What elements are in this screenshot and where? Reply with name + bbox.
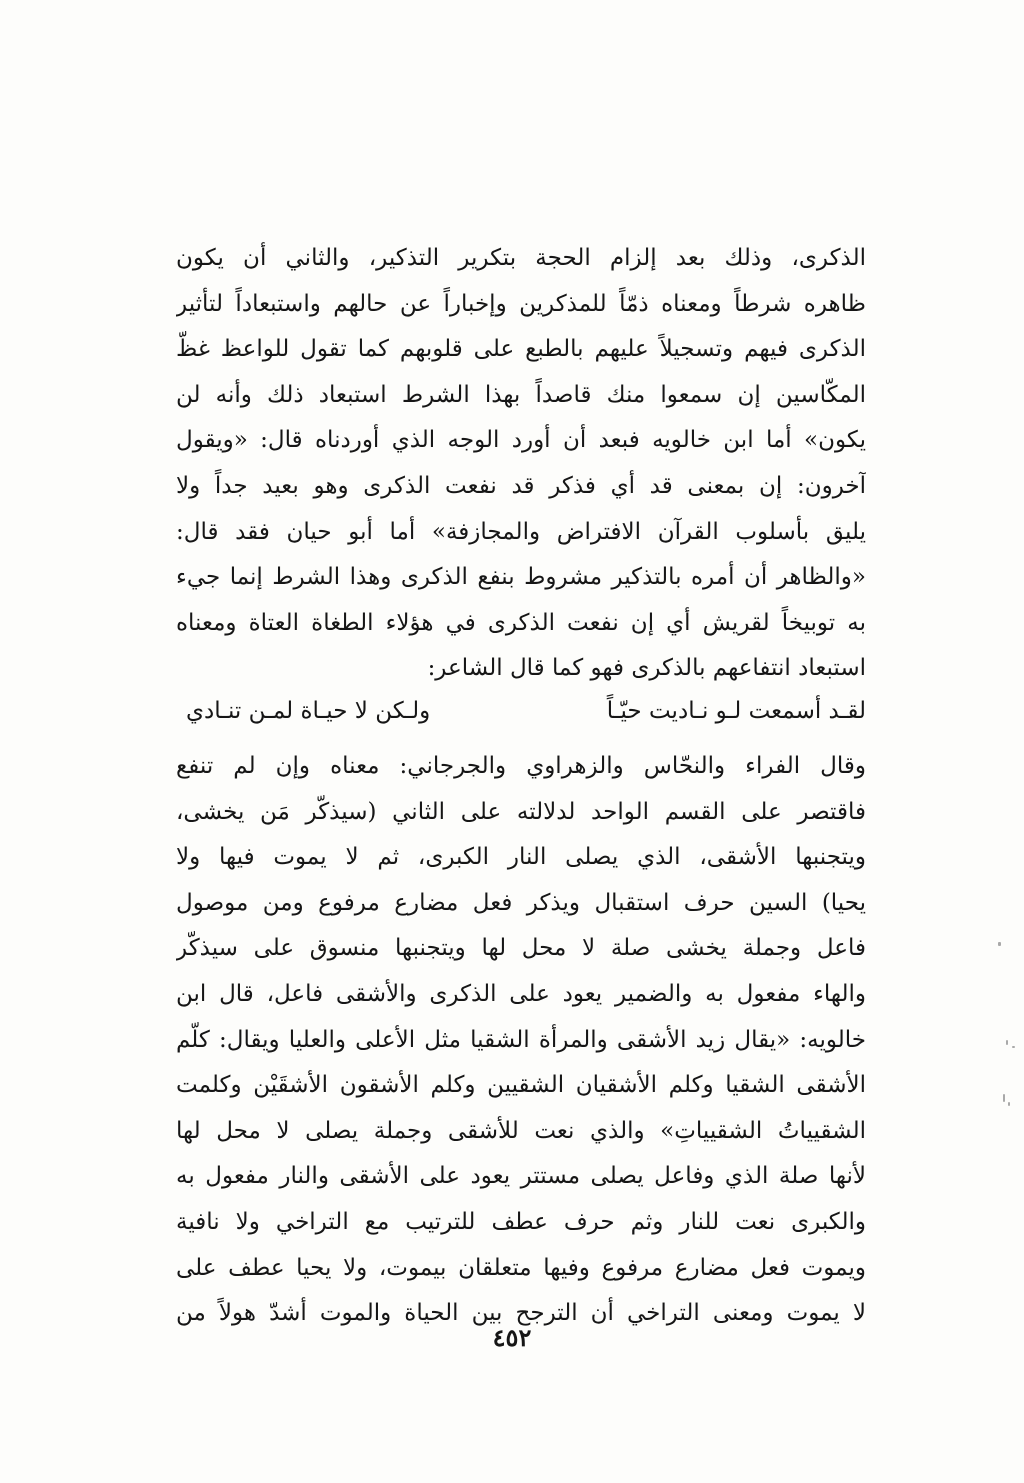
scan-speck (998, 942, 1001, 946)
text-line: والهاء مفعول به والضمير يعود على الذكرى والأشقى فاعل، قال ابن (176, 980, 866, 1007)
scan-speck (1008, 1102, 1010, 1106)
text-line: الذكرى فيهم وتسجيلاً عليهم بالطبع على قلوبهم كما تقول للواعظ غظّ (176, 336, 866, 363)
text-line: ظاهره شرطاً ومعناه ذمّاً للمذكرين وإخباراً عن حالهم واستبعاداً لتأثير (176, 290, 866, 317)
scan-speck (1003, 1094, 1005, 1102)
text-line: فاقتصر على القسم الواحد لدلالته على الثاني (سيذكّر مَن يخشى، (176, 798, 866, 825)
text-line: المكّاسين إن سمعوا منك قاصداً بهذا الشرط استبعاد ذلك وأنه لن (176, 381, 866, 408)
poem-verse (186, 688, 866, 734)
text-line: الشقيياتُ الشقيياتِ» والذي نعت للأشقى وجملة يصلى لا محل لها (176, 1117, 866, 1144)
scan-speck (1012, 1046, 1015, 1048)
text-line: لأنها صلة الذي وفاعل يصلى مستتر يعود على الأشقى والنار مفعول به (176, 1163, 866, 1190)
text-line: الذكرى، وذلك بعد إلزام الحجة بتكرير التذكير، والثاني أن يكون (176, 245, 866, 271)
text-line: به توبيخاً لقريش أي إن نفعت الذكرى في هؤلاء الطغاة العتاة ومعناه (176, 609, 866, 636)
text-line: يليق بأسلوب القرآن الافتراض والمجازفة» أما أبو حيان فقد قال: (176, 518, 866, 545)
text-line: ويتجنبها الأشقى، الذي يصلى النار الكبرى، ثم لا يموت فيها ولا (176, 844, 866, 871)
text-line: والكبرى نعت للنار وثم حرف عطف للترتيب مع التراخي ولا نافية (176, 1208, 866, 1235)
text-line: فاعل وجملة يخشى صلة لا محل لها ويتجنبها منسوق على سيذكّر (176, 935, 866, 962)
text-line: الأشقى الشقيا وكلم الأشقيان الشقيين وكلم الأشقون الأشقَيْن وكلمت (176, 1072, 866, 1099)
text-line: آخرون: إن بمعنى قد أي فذكر قد نفعت الذكرى وهو بعيد جداً ولا (176, 472, 866, 499)
paragraph-top (176, 236, 866, 692)
text-line: يحيا) السين حرف استقبال ويذكر فعل مضارع مرفوع ومن موصول (176, 889, 866, 916)
poem-second-hemistich: ولـكن لا حيـاة لمـن تنـادي (186, 698, 431, 724)
text-line: وقال الفراء والنحّاس والزهراوي والجرجاني: معناه وإن لم تنفع (176, 753, 866, 779)
text-line: «والظاهر أن أمره بالتذكير مشروط بنفع الذكرى وهذا الشرط إنما جيء (176, 564, 866, 591)
scan-speck (1006, 1040, 1008, 1045)
paragraph-bottom (176, 744, 866, 1337)
page-number: ٤٥٢ (492, 1323, 532, 1352)
text-line: يكون» أما ابن خالويه فبعد أن أورد الوجه الذي أوردناه قال: «ويقول (176, 427, 866, 454)
poem-first-hemistich: لقـد أسمعت لـو نـاديت حيّـاً (606, 698, 866, 724)
text-line: لا يموت ومعنى التراخي أن الترجح بين الحياة والموت أشدّ هولاً من (176, 1300, 866, 1327)
text-line: ويموت فعل مضارع مرفوع وفيها متعلقان بيموت، ولا يحيا عطف على (176, 1254, 866, 1281)
text-line: خالويه: «يقال زيد الأشقى والمرأة الشقيا مثل الأعلى والعليا ويقال: كلّم (176, 1026, 866, 1053)
text-line-last: استبعاد انتفاعهم بالذكرى فهو كما قال الشاعر: (427, 655, 866, 682)
